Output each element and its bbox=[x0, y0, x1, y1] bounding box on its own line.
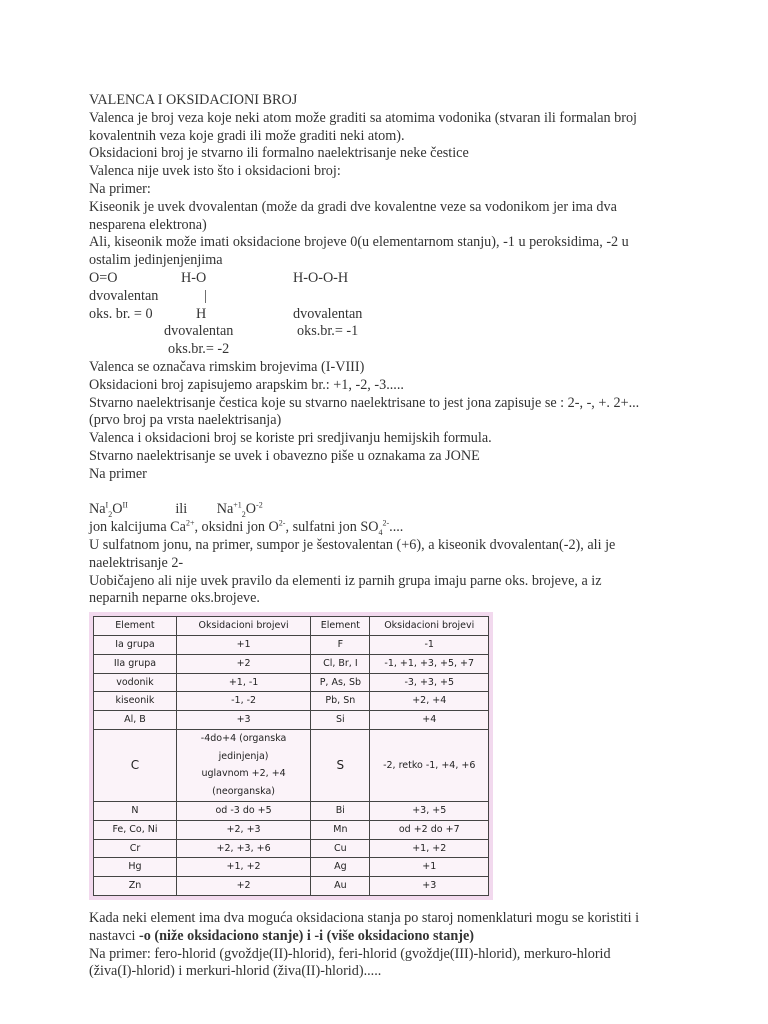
text: jon kalcijuma Ca bbox=[89, 519, 186, 536]
paragraph: Valenca je broj veza koje neki atom može graditi sa atomima vodonika (stvaran ili formalan broj bbox=[89, 109, 637, 126]
superscript: I bbox=[105, 500, 109, 510]
table-row bbox=[94, 839, 489, 858]
table-cell: S bbox=[311, 729, 370, 801]
table-cell: kiseonik bbox=[94, 692, 177, 711]
table-row bbox=[94, 729, 489, 801]
table-row bbox=[94, 635, 489, 654]
table-row bbox=[94, 820, 489, 839]
table-cell: +1 bbox=[370, 858, 489, 877]
paragraph: nesparena elektrona) bbox=[89, 216, 207, 233]
formula-text: O=O bbox=[89, 269, 118, 286]
paragraph: Kiseonik je uvek dvovalentan (može da gradi dve kovalentne veze sa vodonikom jer ima dva bbox=[89, 198, 617, 215]
formula-row bbox=[89, 270, 689, 288]
table-row bbox=[94, 802, 489, 821]
document-body bbox=[89, 92, 689, 981]
formula-text: dvovalentan bbox=[89, 287, 159, 304]
table-cell: Zn bbox=[94, 877, 177, 896]
formula-text: H-O-O-H bbox=[293, 269, 349, 286]
table-cell: Ag bbox=[311, 858, 370, 877]
subscript: 4 bbox=[378, 527, 383, 537]
table-cell: C bbox=[94, 729, 177, 801]
table-row bbox=[94, 711, 489, 730]
paragraph: Na primer bbox=[89, 465, 147, 482]
table-cell: +1 bbox=[176, 635, 310, 654]
table-cell: +1, +2 bbox=[370, 839, 489, 858]
table-row bbox=[94, 692, 489, 711]
table-cell: +3 bbox=[370, 877, 489, 896]
paragraph: U sulfatnom jonu, na primer, sumpor je šestovalentan (+6), a kiseonik dvovalentan(-2), ali je bbox=[89, 536, 616, 553]
table-header-row bbox=[94, 617, 489, 636]
paragraph: Na primer: fero-hlorid (gvoždje(II)-hlorid), feri-hlorid (gvoždje(III)-hlorid), merkuro-hlorid bbox=[89, 945, 611, 962]
table-row bbox=[94, 654, 489, 673]
column-header: Element bbox=[311, 617, 370, 636]
column-header: Oksidacioni brojevi bbox=[176, 617, 310, 636]
table-cell: Si bbox=[311, 711, 370, 730]
cell-line: -4do+4 (organska jedinjenja) bbox=[200, 732, 287, 762]
oxidation-table-image bbox=[89, 612, 493, 900]
formula-text: H bbox=[196, 305, 207, 322]
formula-text: ili bbox=[175, 501, 188, 518]
formula-text: dvovalentan bbox=[293, 305, 363, 322]
text: , sulfatni jon SO bbox=[285, 519, 379, 536]
table-cell: +2 bbox=[176, 877, 310, 896]
table-cell: P, As, Sb bbox=[311, 673, 370, 692]
paragraph: Ali, kiseonik može imati oksidacione brojeve 0(u elementarnom stanju), -1 u peroksidima, -2 u bbox=[89, 234, 629, 251]
paragraph: neparnih neparne oks.brojeve. bbox=[89, 590, 260, 607]
formula-row bbox=[89, 323, 689, 341]
paragraph: kovalentnih veza koje gradi ili može graditi neki atom). bbox=[89, 127, 405, 144]
subscript: 2 bbox=[241, 510, 246, 520]
ions-line bbox=[89, 519, 689, 537]
column-header: Oksidacioni brojevi bbox=[370, 617, 489, 636]
paragraph: (prvo broj pa vrsta naelektrisanja) bbox=[89, 412, 282, 429]
oxidation-table bbox=[93, 616, 489, 896]
table-cell: +1, +2 bbox=[176, 858, 310, 877]
table-cell: -3, +3, +5 bbox=[370, 673, 489, 692]
table-cell: +3, +5 bbox=[370, 802, 489, 821]
paragraph: Valenca i oksidacioni broj se koriste pri sredjivanju hemijskih formula. bbox=[89, 430, 492, 447]
table-cell: Al, B bbox=[94, 711, 177, 730]
formula-text: Na bbox=[216, 501, 234, 518]
paragraph: ostalim jedinjenjenjima bbox=[89, 252, 223, 269]
paragraph: Stvarno naelektrisanje se uvek i obavezno piše u oznakama za JONE bbox=[89, 447, 480, 464]
formula-text: oks. br. = 0 bbox=[89, 305, 153, 322]
table-cell: Fe, Co, Ni bbox=[94, 820, 177, 839]
table-cell: IIa grupa bbox=[94, 654, 177, 673]
table-cell: Mn bbox=[311, 820, 370, 839]
formula-text: dvovalentan bbox=[164, 323, 234, 340]
table-cell: -1, -2 bbox=[176, 692, 310, 711]
formula-text: oks.br.= -1 bbox=[297, 323, 359, 340]
paragraph: Oksidacioni broj je stvarno ili formalno naelektrisanje neke čestice bbox=[89, 145, 469, 162]
formula-text: O bbox=[112, 501, 123, 518]
table-cell: Cr bbox=[94, 839, 177, 858]
paragraph: Kada neki element ima dva moguća oksidaciona stanja po staroj nomenklaturi mogu se koristiti i bbox=[89, 910, 640, 927]
formula-text: | bbox=[204, 287, 207, 304]
formula-row bbox=[89, 288, 689, 306]
table-cell: +2, +4 bbox=[370, 692, 489, 711]
table-cell: +2, +3 bbox=[176, 820, 310, 839]
doc-title: VALENCA I OKSIDACIONI BROJ bbox=[89, 92, 298, 108]
table-cell: Hg bbox=[94, 858, 177, 877]
formula-text: H-O bbox=[181, 269, 207, 286]
table-cell: -2, retko -1, +4, +6 bbox=[370, 729, 489, 801]
paragraph bbox=[89, 928, 689, 946]
formula-text: Na bbox=[89, 501, 106, 518]
superscript: 2- bbox=[278, 518, 286, 528]
table-row bbox=[94, 673, 489, 692]
table-row bbox=[94, 877, 489, 896]
paragraph: (živa(I)-hlorid) i merkuri-hlorid (živa(II)-hlorid)..... bbox=[89, 963, 382, 980]
table-cell: Au bbox=[311, 877, 370, 896]
text: nastavci bbox=[89, 927, 140, 944]
bold-text: -o (niže oksidaciono stanje) i -i (više oksidaciono stanje) bbox=[139, 927, 475, 944]
formula-row bbox=[89, 306, 689, 324]
table-cell: +4 bbox=[370, 711, 489, 730]
paragraph: Uobičajeno ali nije uvek pravilo da elementi iz parnih grupa imaju parne oks. brojeve, a iz bbox=[89, 572, 602, 589]
cell-line: uglavnom +2, +4 (neorganska) bbox=[201, 768, 286, 798]
paragraph: Oksidacioni broj zapisujemo arapskim br.: +1, -2, -3..... bbox=[89, 376, 404, 393]
subscript: 2 bbox=[108, 510, 113, 520]
table-cell: vodonik bbox=[94, 673, 177, 692]
paragraph: Na primer: bbox=[89, 180, 151, 197]
table-cell: Ia grupa bbox=[94, 635, 177, 654]
superscript: 2- bbox=[382, 518, 390, 528]
paragraph: Valenca nije uvek isto što i oksidacioni broj: bbox=[89, 163, 341, 180]
paragraph: naelektrisanje 2- bbox=[89, 554, 184, 571]
table-cell: -1 bbox=[370, 635, 489, 654]
table-cell: -1, +1, +3, +5, +7 bbox=[370, 654, 489, 673]
superscript: +1 bbox=[233, 500, 242, 510]
table-cell: Cu bbox=[311, 839, 370, 858]
table-cell: +3 bbox=[176, 711, 310, 730]
table-cell: Bi bbox=[311, 802, 370, 821]
text: , oksidni jon O bbox=[194, 519, 279, 536]
superscript: -2 bbox=[256, 500, 263, 510]
formula-example bbox=[89, 501, 689, 519]
paragraph: Valenca se označava rimskim brojevima (I-VIII) bbox=[89, 358, 365, 375]
table-cell: +1, -1 bbox=[176, 673, 310, 692]
text: .... bbox=[389, 519, 404, 536]
superscript: 2+ bbox=[185, 518, 195, 528]
table-cell: Cl, Br, I bbox=[311, 654, 370, 673]
table-cell: +2 bbox=[176, 654, 310, 673]
paragraph: Stvarno naelektrisanje čestica koje su stvarno naelektrisane to jest jona zapisuje se : 2-, -, +. 2+... bbox=[89, 394, 640, 411]
table-row bbox=[94, 858, 489, 877]
formula-row: oks.br.= -2 bbox=[168, 341, 230, 358]
table-cell: od -3 do +5 bbox=[176, 802, 310, 821]
column-header: Element bbox=[94, 617, 177, 636]
superscript: II bbox=[122, 500, 128, 510]
table-cell: Pb, Sn bbox=[311, 692, 370, 711]
formula-text: O bbox=[245, 501, 257, 518]
table-cell: N bbox=[94, 802, 177, 821]
table-cell: F bbox=[311, 635, 370, 654]
table-cell: +2, +3, +6 bbox=[176, 839, 310, 858]
table-cell bbox=[176, 729, 310, 801]
table-cell: od +2 do +7 bbox=[370, 820, 489, 839]
